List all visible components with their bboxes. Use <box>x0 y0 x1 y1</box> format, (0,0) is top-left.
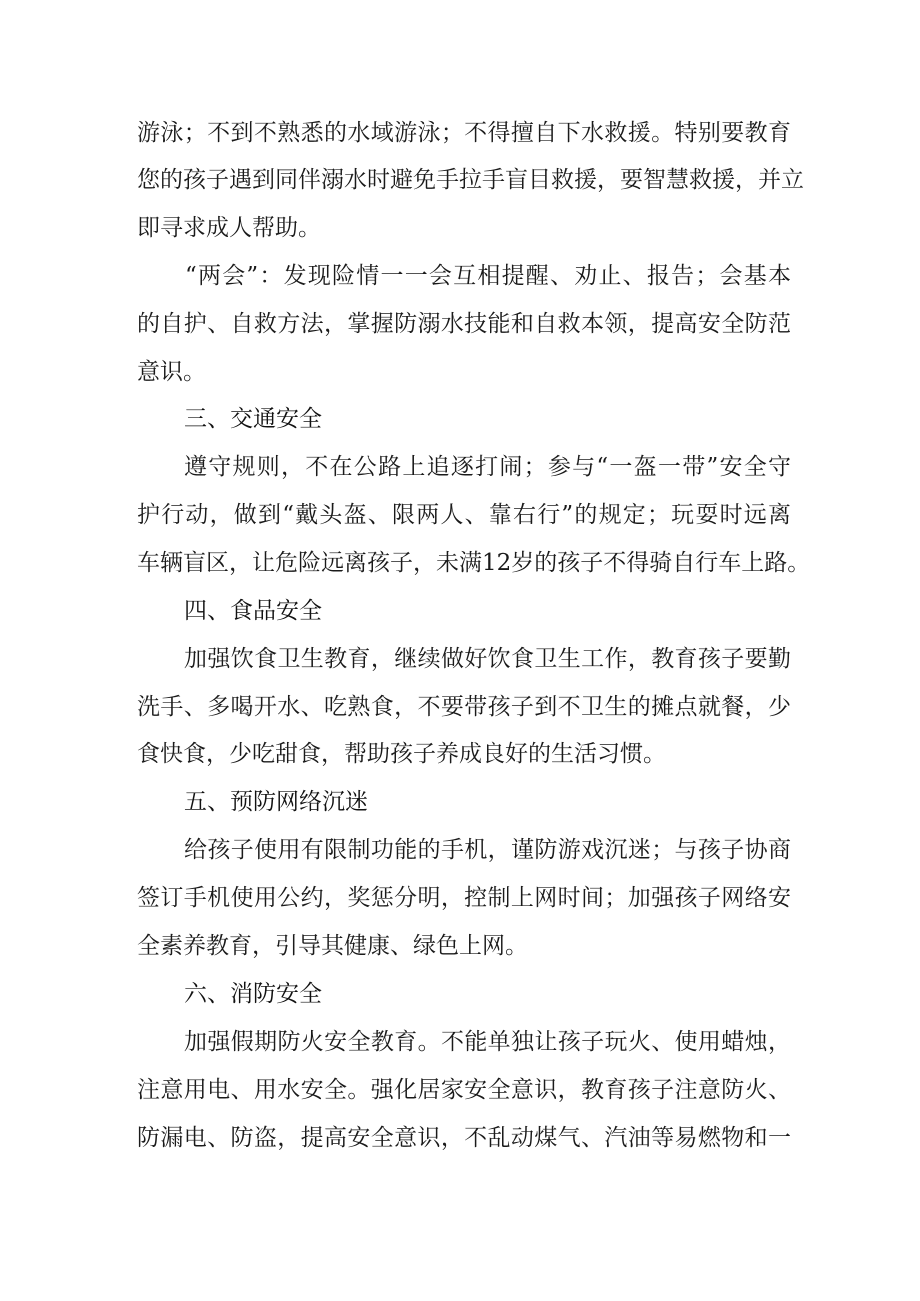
text-line: 意识。 <box>137 359 206 385</box>
text-line: 防漏电、防盗，提高安全意识，不乱动煤气、汽油等易燃物和一 <box>137 1125 791 1151</box>
text-line: 游泳；不到不熟悉的水域游泳；不得擅自下水救援。特别要教育 <box>137 120 791 146</box>
text-line: 车辆盲区，让危险远离孩子，未满12岁的孩子不得骑自行车上路。 <box>137 550 811 576</box>
text-line: “两会”：发现险情一一会互相提醒、劝止、报告；会基本 <box>185 263 791 289</box>
text-line: 遵守规则，不在公路上追逐打闹；参与“一盔一带”安全守 <box>184 454 791 480</box>
text-line: 加强饮食卫生教育，继续做好饮食卫生工作，教育孩子要勤 <box>184 646 791 672</box>
section-heading-fire: 六、消防安全 <box>184 981 322 1007</box>
text-line: 洗手、多喝开水、吃熟食，不要带孩子到不卫生的摊点就餐，少 <box>137 694 791 720</box>
text-line: 签订手机使用公约，奖惩分明，控制上网时间；加强孩子网络安 <box>137 885 791 911</box>
text-line: 的自护、自救方法，掌握防溺水技能和自救本领，提高安全防范 <box>137 311 791 337</box>
text-line: 加强假期防火安全教育。不能单独让孩子玩火、使用蜡烛， <box>184 1029 791 1055</box>
text-line: 护行动，做到“戴头盔、限两人、靠右行”的规定；玩耍时远离 <box>137 502 791 528</box>
section-heading-food: 四、食品安全 <box>184 598 322 624</box>
section-heading-traffic: 三、交通安全 <box>184 406 322 432</box>
text-line: 给孩子使用有限制功能的手机，谨防游戏沉迷；与孩子协商 <box>184 837 791 863</box>
text-line: 注意用电、用水安全。强化居家安全意识，教育孩子注意防火、 <box>137 1077 791 1103</box>
text-line: 全素养教育，引导其健康、绿色上网。 <box>137 933 528 959</box>
text-line: 您的孩子遇到同伴溺水时避免手拉手盲目救援，要智慧救援，并立 <box>137 167 804 193</box>
text-line: 食快食，少吃甜食，帮助孩子养成良好的生活习惯。 <box>137 741 666 767</box>
text-line: 即寻求成人帮助。 <box>137 215 321 241</box>
section-heading-internet: 五、预防网络沉迷 <box>184 789 368 815</box>
